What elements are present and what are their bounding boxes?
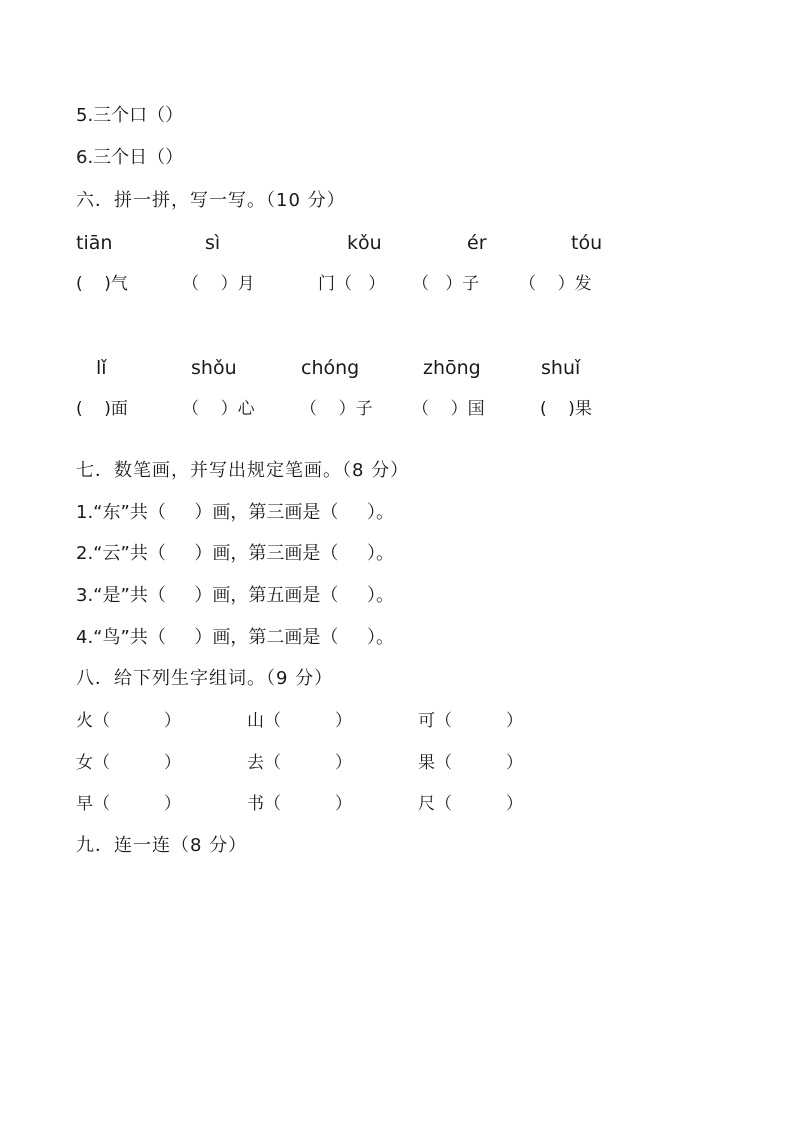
word-blank[interactable]: 火（ ） xyxy=(76,711,182,731)
pinyin: ér xyxy=(467,232,487,254)
word-blank[interactable]: 书（ ） xyxy=(247,794,353,814)
fill-blank[interactable]: （ ）子 xyxy=(300,399,373,419)
fill-blank[interactable]: 门（ ） xyxy=(318,274,386,294)
section8-title: 八．给下列生字组词。（9 分） xyxy=(76,668,334,689)
pinyin: chóng xyxy=(301,357,360,379)
word-blank[interactable]: 去（ ） xyxy=(247,753,353,773)
pinyin: tóu xyxy=(571,232,603,254)
item-5: 5.三个口（） xyxy=(76,105,184,126)
fill-blank[interactable]: ( )气 xyxy=(76,274,128,294)
section7-title: 七．数笔画，并写出规定笔画。（8 分） xyxy=(76,460,410,481)
pinyin: zhōng xyxy=(423,357,481,379)
fill-blank[interactable]: ( )面 xyxy=(76,399,128,419)
stroke-question: 4.“鸟”共（ ）画，第二画是（ ）。 xyxy=(76,627,395,648)
pinyin: kǒu xyxy=(347,232,382,254)
fill-blank[interactable]: （ ）发 xyxy=(519,274,592,294)
item-6: 6.三个日（） xyxy=(76,147,184,168)
fill-blank[interactable]: （ ）子 xyxy=(412,274,480,294)
pinyin: lǐ xyxy=(96,357,107,379)
fill-blank[interactable]: （ ）国 xyxy=(412,399,485,419)
word-blank[interactable]: 果（ ） xyxy=(418,753,524,773)
stroke-question: 3.“是”共（ ）画，第五画是（ ）。 xyxy=(76,585,395,606)
pinyin: sì xyxy=(205,232,221,254)
word-blank[interactable]: 早（ ） xyxy=(76,794,182,814)
section6-title: 六．拼一拼，写一写。（10 分） xyxy=(76,190,346,211)
pinyin: shuǐ xyxy=(541,357,581,379)
fill-blank[interactable]: ( )果 xyxy=(540,399,592,419)
stroke-question: 1.“东”共（ ）画，第三画是（ ）。 xyxy=(76,502,395,523)
section9-title: 九．连一连（8 分） xyxy=(76,835,248,856)
pinyin: tiān xyxy=(76,232,113,254)
pinyin: shǒu xyxy=(191,357,237,379)
word-blank[interactable]: 女（ ） xyxy=(76,753,182,773)
word-blank[interactable]: 可（ ） xyxy=(418,711,524,731)
fill-blank[interactable]: （ ）月 xyxy=(182,274,255,294)
stroke-question: 2.“云”共（ ）画，第三画是（ ）。 xyxy=(76,543,395,564)
word-blank[interactable]: 尺（ ） xyxy=(418,794,524,814)
fill-blank[interactable]: （ ）心 xyxy=(182,399,255,419)
word-blank[interactable]: 山（ ） xyxy=(247,711,353,731)
